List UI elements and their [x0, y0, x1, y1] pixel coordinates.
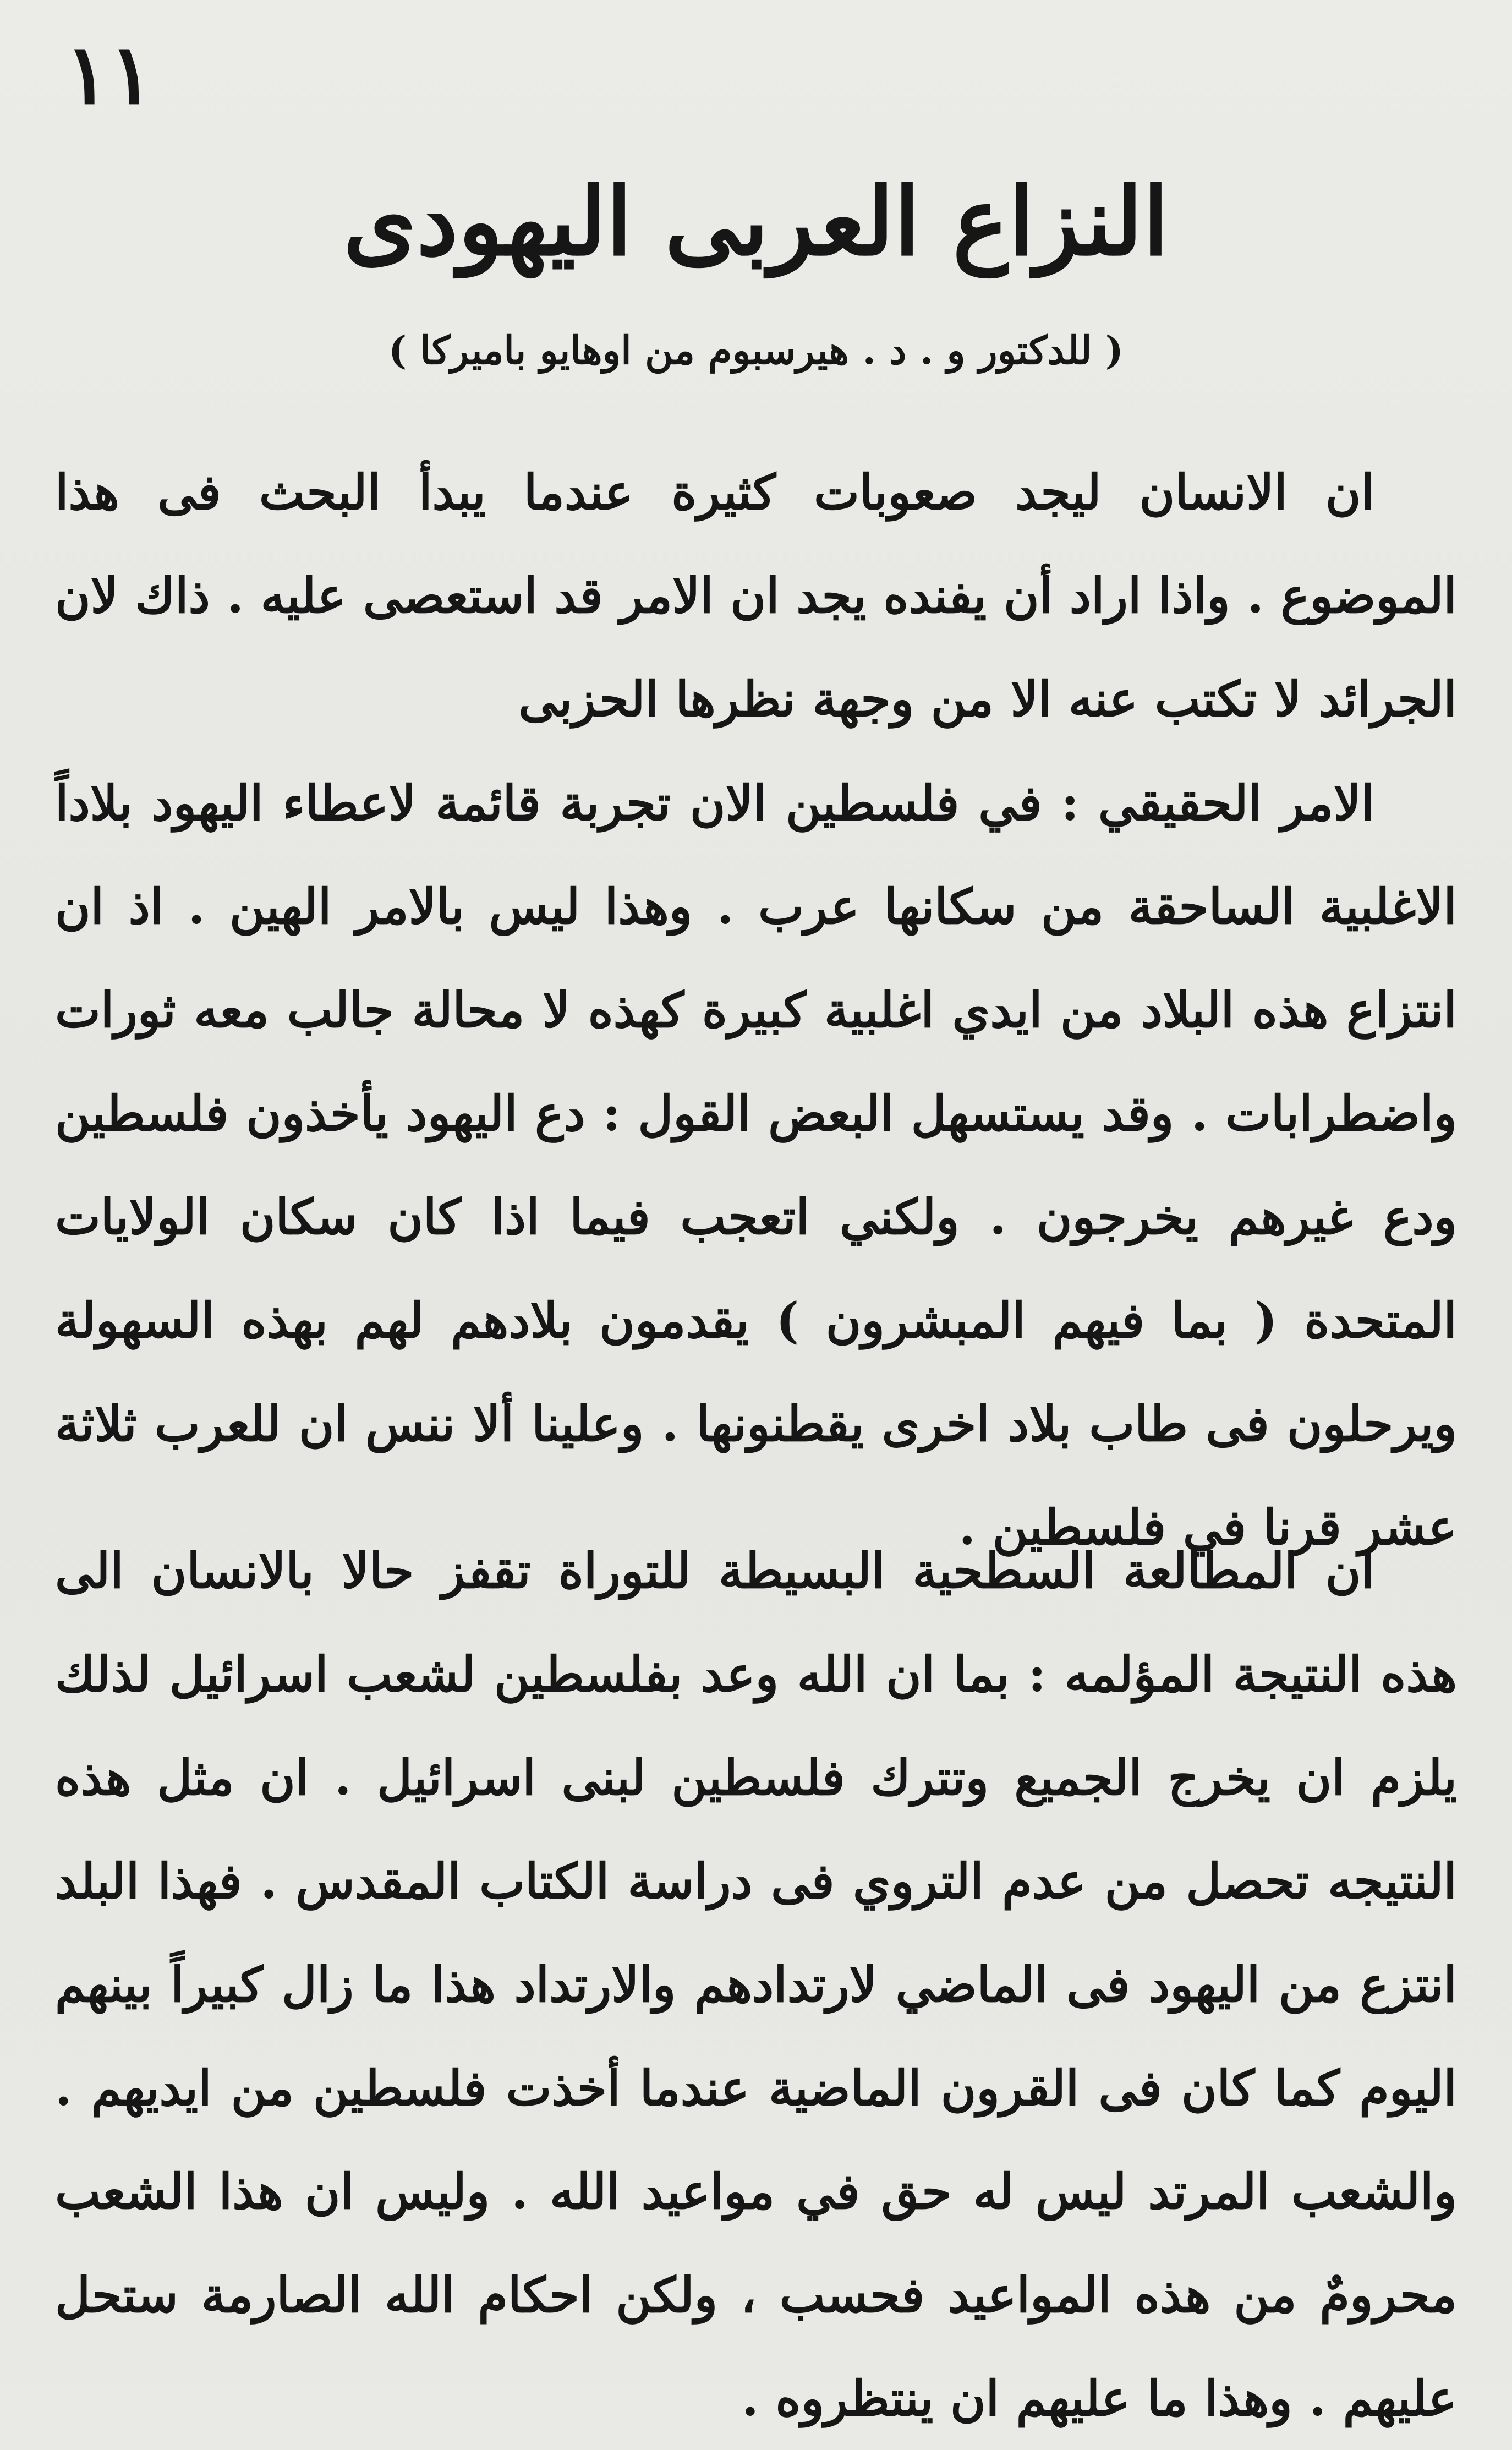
article-body-paragraph-2 [55, 751, 1457, 1579]
paragraph-text: الامر الحقيقي : في فلسطين الان تجربة قائمة لاعطاء اليهود بلاداً الاغلبية الساحقة من سكانها عرب . وهذا ليس بالامر الهين . اذ ان انتزاع هذه البلاد من ايدي اغلبية كبيرة كهذه لا محالة جالب معه ثورات واضطرابات . وقد يستسهل البعض القول : دع اليهود يأخذون فلسطين ودع غيرهم يخرجون . ولكني اتعجب فيما اذا كان سكان الولايات المتحدة ( بما فيهم المبشرون ) يقدمون بلادهم لهم بهذه السهولة ويرحلون فى طاب بلاد اخرى يقطنونها . وعلينا ألا ننس ان للعرب ثلاثة عشر قرنا في فلسطين . [55, 774, 1457, 1556]
author-byline: ( للدكتور و . د . هيرسبوم من اوهايو باميركا ) [388, 327, 1124, 373]
article-title: النزاع العربى اليهودى [343, 167, 1169, 277]
article-body-paragraph-3 [55, 1519, 1457, 2450]
paragraph-text: ان المطالعة السطحية البسيطة للتوراة تقفز حالا بالانسان الى هذه النتيجة المؤلمه : بما ان الله وعد بفلسطين لشعب اسرائيل لذلك يلزم ان يخرج الجميع وتترك فلسطين لبنى اسرائيل . ان مثل هذه النتيجه تحصل من عدم التروي فى دراسة الكتاب المقدس . فهذا البلد انتزع من اليهود فى الماضي لارتدادهم والارتداد هذا ما زال كبيراً بينهم اليوم كما كان فى القرون الماضية عندما أخذت فلسطين من ايديهم . والشعب المرتد ليس له حق في مواعيد الله . وليس ان هذا الشعب محرومٌ من هذه المواعيد فحسب ، ولكن احكام الله الصارمة ستحل عليهم . وهذا ما عليهم ان ينتظروه . [55, 1542, 1457, 2427]
page-number: ١١ [65, 26, 154, 123]
article-body-paragraph-1 [55, 440, 1457, 751]
paragraph-text: ان الانسان ليجد صعوبات كثيرة عندما يبدأ البحث فى هذا الموضوع . واذا اراد أن يفنده يجد ان الامر قد استعصى عليه . ذاك لان الجرائد لا تكتب عنه الا من وجهة نظرها الحزبى [55, 463, 1457, 728]
